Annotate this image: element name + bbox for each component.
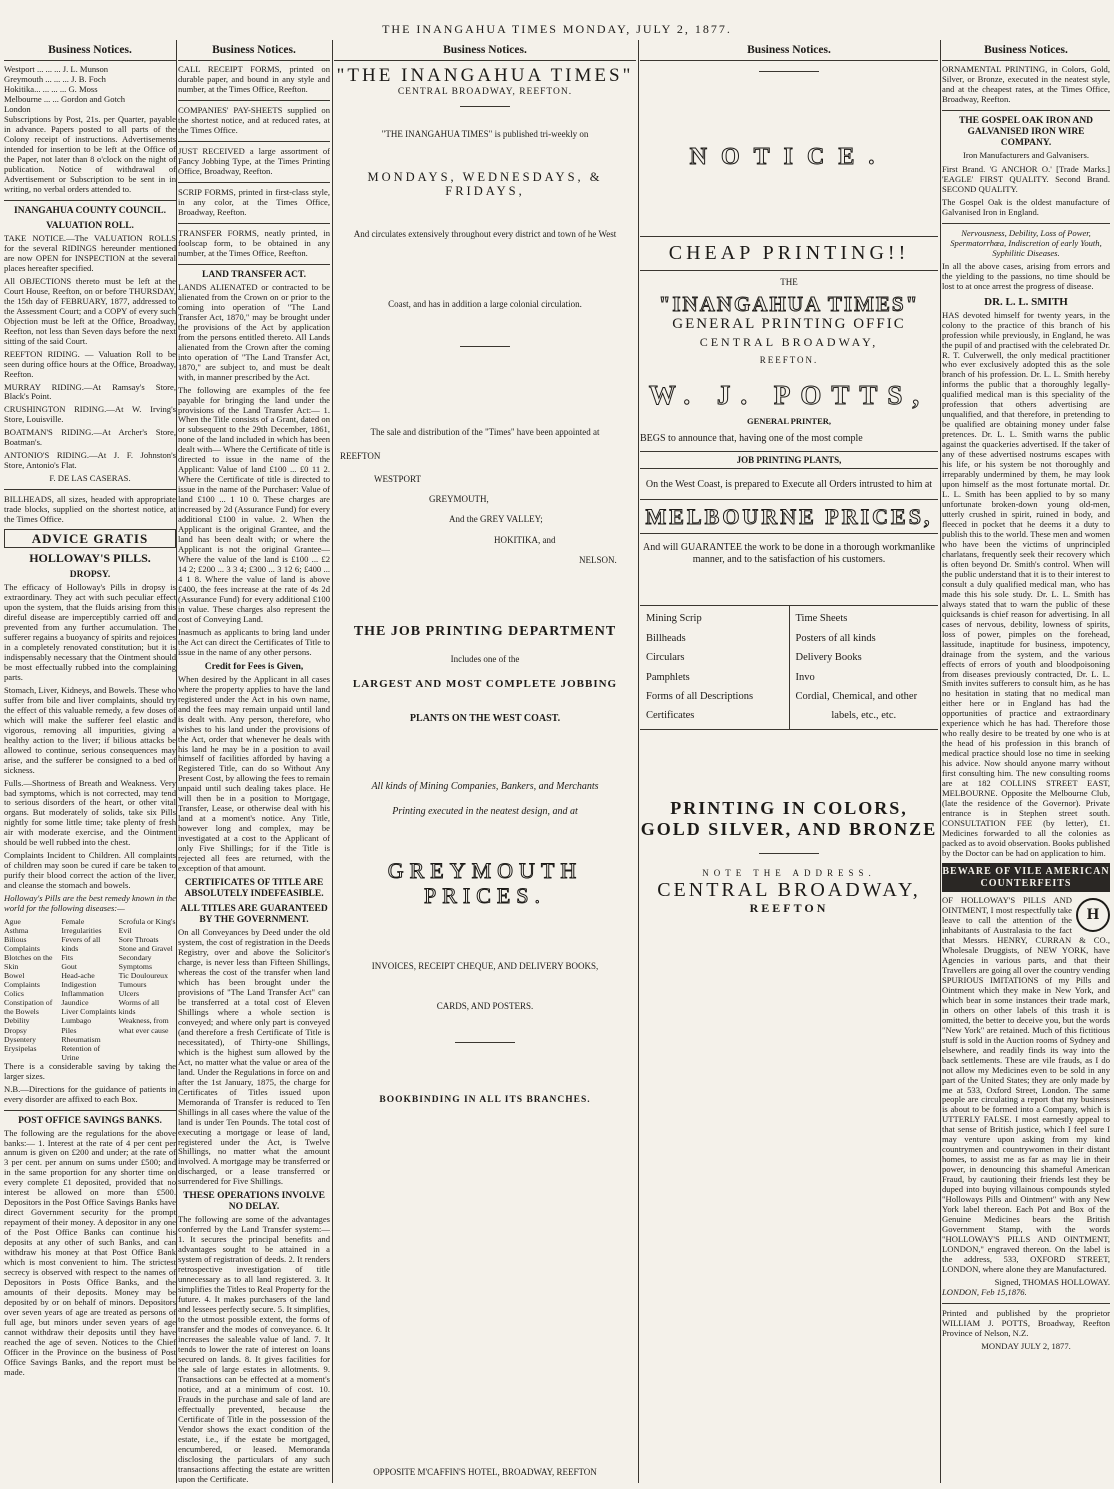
disease-item: Piles (61, 1025, 77, 1035)
doctor-heading: DR. L. L. SMITH (984, 295, 1068, 308)
job-type: Mining Scrip (646, 613, 702, 625)
gospel-heading: THE GOSPEL OAK IRON AND GALVANISED IRON WIRE COMPANY. (958, 116, 1094, 149)
column-2 (178, 40, 330, 1483)
agents-line: The sale and distribution of the "Times" have been appointed at (370, 426, 600, 437)
bookbinding-line: BOOKBINDING IN ALL ITS BRANCHES. (379, 1094, 591, 1105)
job-printing-plants: JOB PRINTING PLANTS, (640, 451, 938, 469)
disease-item: Tumours (118, 980, 147, 990)
operations-text: The following are some of the advantages conferred by the Land Transfer system:— 1. It secures the principal benefits and advantages sought to be attained in a system of registration of deeds. 2. It renders retrospective investigation of title unnecessary as to all land registered. 3. It simplifies the Titles to Real Property for the future. 4. It makes purchasers of the land and lessees perfectly secure. 5. It simplifies, to the utmost possible extent, the forms of transfer and the modes of conveyance. 6. It increases the saleable value of land. 7. It tends to lower the rate of interest on loans secured on lands. 8. It gives facilities for the sale of large estates in allotments. 9. Transactions can be effected at a moment's notice, and at a minimum of cost. 10. Frauds in the purchase and sale of land are effectually prevented, because the Certificate of Title in the possession of the Vendor shows the exact condition of the estate, i.e., if the estate be mortgaged, encumbered, or leased. Memoranda disclosing the particulars of any such transactions affecting the estate are written upon the Certificate. (178, 1214, 330, 1483)
diseases-column (119, 917, 176, 1062)
disease-item: Female Irregularities (61, 917, 102, 936)
riding: REEFTON RIDING. — Valuation Roll to be seen during office hours at the Office, Broadway, Reefton. (4, 348, 176, 379)
type-ad: JUST RECEIVED a large assortment of Fancy Jobbing Type, at the Times Printing Office, Broadway, Reefton. (178, 146, 330, 177)
stomach-text: Stomach, Liver, Kidneys, and Bowels. These who suffer from bile and liver complaints, should try the effect of this valuable remedy, a few doses of which will make the sufferer feel elastic and vigorous, removing all impurities, giving a healthy action to the liver; if bilious attacks be allowed to continue, serious consequences may arise, and the sufferer be consigned to a bed of sickness. (4, 684, 176, 775)
coast-line: Coast, and has in addition a large colonial circulation. (388, 299, 582, 310)
disease-item: Sore Throats (118, 935, 159, 945)
invoices-line: INVOICES, RECEIPT CHEQUE, AND DELIVERY BOOKS, (371, 960, 599, 971)
column-rule (332, 40, 333, 1483)
disease-item: Weakness, from what ever cause (118, 1016, 169, 1035)
dropsy-heading: DROPSY. (69, 570, 111, 581)
divider (178, 182, 330, 183)
address-footer: OPPOSITE M'CAFFIN'S HOTEL, BROADWAY, REEFTON (373, 1466, 597, 1477)
holloway-text: OF HOLLOWAY'S PILLS AND OINTMENT, I most respectfully take leave to call the attention of the inhabitants of Australasia to the fact that Messrs. HENRY, CURRAN & CO., Wholesale Druggists, of NEW YORK, have Agencies in various parts, and that their Travellers are going all over the country vending SPURIOUS IMITATIONS of my Pills and Ointment which they make in New York, and which bear in some instances their trade mark, in others on other labels of this trash it is omitted, the better to deceive you, but the words "New York" are retained. Much of this fictitious stuff is sold in the Auction rooms of Sydney and elsewhere, and readily finds its way into the back settlements. These are vile frauds, as I do not allow my Medicines even to be sold in any part of the United States; they are only made by me at 533, Oxford Street, London. The same people are circulating a report that my business is about to be formed into a Company, which is UTTERLY FALSE. I most earnestly appeal to that sense of British justice, which I feel sure I may venture upon asking from my kind countrymen and countrywomen in their distant homes, to assist me as far as may lie in their power, in denouncing this shameful American Fraud, by cautioning their friends lest they be duped into buying villainous compounds styled "Holloways Pills and Ointment" with any New York label thereon. Each Pot and Box of the Genuine Medicines bears the British Government Stamp, with the words "HOLLOWAY'S PILLS AND OINTMENT, LONDON," engraved thereon. On the label is the address, 533, OXFORD STREET, LONDON, where alone they are Manufactured. (942, 895, 1110, 1274)
take-notice: TAKE NOTICE.—The VALUATION ROLLS for the several RIDINGS hereunder mentioned are now OPEN for INSPECTION at the several places hereafter specified. (4, 232, 176, 273)
divider (4, 489, 176, 490)
published-line: "THE INANGAHUA TIMES" is published tri-weekly on (381, 129, 589, 140)
greymouth-prices: GREYMOUTH PRICES. (387, 857, 583, 909)
the-line: THE (780, 277, 798, 288)
lungs-text: Fulls.—Shortness of Breath and Weakness. Very bad symptoms, which is not corrected, may tend to serious disorders of the heart, or other vital organs. But moderately of solids, take six Pills nightly for some little time; take plenty of fresh air with moderate exercise, and the Ointment should be well rubbed into the chest. (4, 777, 176, 848)
cheap-printing: CHEAP PRINTING!! (640, 236, 938, 271)
disease-item: Dysentery (4, 1034, 37, 1044)
diseases-column (4, 917, 61, 1062)
land-transfer-text: LANDS ALIENATED or contracted to be alienated from the Crown on or prior to the coming into operation of "The Land Transfer Act, 1870," may be brought under the provisions of the Act by application from the persons entitled thereto. All Lands alienated from the Crown after the coming into operation of "The Land Transfer Act, 1870," are subject to, and must be dealt with, in manner prescribed by the Act. (178, 281, 330, 382)
paper-address: CENTRAL BROADWAY, REEFTON. (397, 87, 573, 98)
children-text: Complaints Incident to Children. All complaints of children may soon be cured if care be taken to purify their blood correct the action of the liver, and cleanse the stomach and bowels. (4, 850, 176, 891)
disease-item: Bilious Complaints (4, 935, 40, 954)
job-types-grid (640, 605, 938, 730)
riding: MURRAY RIDING.—At Ramsay's Store, Black's Point. (4, 381, 176, 402)
prepared-line: On the West Coast, is prepared to Execute all Orders intrusted to him at (645, 479, 933, 491)
column-5 (942, 40, 1110, 1483)
column-rule (638, 40, 639, 1483)
town-list (334, 451, 636, 566)
disease-item: Liver Complaints (61, 1007, 117, 1017)
guarantee-heading: ALL TITLES ARE GUARANTEED BY THE GOVERNMENT. (180, 904, 328, 926)
disease-item: Indigestion (61, 980, 97, 990)
riding: BOATMAN'S RIDING.—At Archer's Store, Boatman's. (4, 427, 176, 448)
job-type: Billheads (646, 632, 686, 644)
address-reefton: REEFTON (749, 900, 829, 915)
holloway-seal-icon: H (1076, 898, 1110, 932)
inasmuch-text: Inasmuch as applicants to bring land under the Act can direct the Certificates of Title to issue in the name of any other persons. (178, 626, 330, 657)
disease-item: Dropsy (4, 1025, 27, 1035)
times-title: "INANGAHUA TIMES" (658, 291, 920, 316)
disease-item: Fits (61, 953, 74, 963)
reefton-line: REEFTON. (759, 355, 819, 366)
disease-item: Stone and Gravel (118, 944, 173, 954)
job-type: Delivery Books (795, 652, 862, 664)
subscription-terms: Subscriptions by Post, 21s. per Quarter, payable in advance. Papers posted to all parts of the Colony receipt of instructions. Advertisements intended for insertion to be left at the Office of the Paper, not later than 8 o'clock on the night of publication. Notice of withdrawal of Advertisement or Subscription to be sent in in writing, no verbal orders attended to. (4, 114, 176, 194)
doctor-text: HAS devoted himself for twenty years, in the colony to the practice of this branch of his profession while previously, in England, he was the pupil of and practised with the celebrated Dr. R. T. Culverwell, the only medical practitioner who ever exclusively adopted this as the sole branch of his profession. Dr. L. L. Smith hereby informs the public that a thoroughly legally-qualified medical man is this speciality of the profession that others advertising are unqualified, and that therefore, in pretending to be qualified are obtaining money under false pretences. Dr. L. L. Smith warns the public against the quackeries advertised. If the taker of any of these advertised nostrums escapes with his life, or his system be not thoroughly and irreparably undermined by them, he may look upon himself as the most fortunate mortal. Dr. L. L. Smith has been applied to by so many unfortunate broken-down young old-men, utterly crushed in spirit, ruined in body, and fleeced in pocket that he deems it a duty to publish this to the world. These men and women who have been the victims of unprincipled charlatans, frequently seek their recovery which is often beyond Dr. Smith's control. When will the public understand that it is to their interest to consult a duly qualified medical man, who has made this his sole study. Dr. L. L. Smith has always stated that to warn the public of these quicksands is chief reason for advertising. In all cases of nervous, debility, lowness of spirits, loss of power, pimples on the forehead, lassitude, inaptitude for business, impotency, drainage from the system, and the various effects of errors of youth and bloodpoisoning from diseases previously contracted, Dr. L. L. Smith invites sufferers to consult him, as he has no hesitation in stating that no medical man either here or in England has had the opportunities of practice and extraordinary experience which he has had. Therefore those who really desire to be treated by one who is at the head of his profession in this branch of medical practice should lose no time in seeking his advice. Now should anyone marry without first consulting him. The new consulting rooms are at 182 COLLINS STREET EAST, MELBOURNE. Opposite the Melbourne Club, (late the residence of the Governor). Private entrance is in Stephen street south. CONSULTATION FEE (by letter), £1. Medicines forwarded to all the colonies as packed as to avoid observation. Books published by the Doctor can be had on application to him. (942, 309, 1110, 858)
ornamental-ad: ORNAMENTAL PRINTING, in Colors, Gold, Silver, or Bronze, executed in the neatest style, and at the cheapest rates, at the Times Office, Broadway, Reefton. (942, 64, 1110, 105)
circulation-line: And circulates extensively throughout every district and town of he West (353, 228, 617, 239)
diseases-list (4, 917, 176, 1062)
divider (178, 264, 330, 265)
plants-line: PLANTS ON THE WEST COAST. (409, 713, 561, 725)
divider (942, 1303, 1110, 1304)
disease-item: Constipation of the Bowels (4, 998, 53, 1017)
divider (460, 106, 510, 107)
paper-title: "THE INANGAHUA TIMES" (336, 65, 634, 87)
beware-banner: BEWARE OF VILE AMERICAN COUNTERFEITS (942, 863, 1110, 892)
column-rule (940, 40, 941, 1483)
holloway-date: LONDON, Feb 15,1876. (942, 1286, 1027, 1297)
brand-line: First Brand. 'G ANCHOR O.' [Trade Marks.] 'EAGLE' FIRST QUALITY. Second Brand. SECOND QUALITY. (942, 164, 1110, 195)
disease-item: Secondary Symptoms (118, 953, 153, 972)
town: GREYMOUTH, (429, 494, 489, 504)
colors-heading: PRINTING IN COLORS, GOLD SILVER, AND BRONZE (640, 797, 938, 839)
agent-line: Melbourne ... ... Gordon and Gotch (4, 94, 126, 105)
disease-item: Jaundice (61, 998, 89, 1008)
address-broadway: CENTRAL BROADWAY, (657, 878, 921, 901)
imprint-date: MONDAY JULY 2, 1877. (981, 1340, 1071, 1351)
job-type: Invo (795, 671, 815, 683)
guarantee-line: And will GUARANTEE the work to be done in a thorough workmanlike manner, and to the satisfaction of his customers. (643, 542, 935, 565)
general-printer: GENERAL PRINTER, (746, 416, 832, 427)
town: And the GREY VALLEY; (449, 514, 543, 525)
column-3 (334, 40, 636, 1483)
disease-item: Scrofula or King's Evil (118, 917, 176, 936)
publication-days: MONDAYS, WEDNESDAYS, & FRIDAYS, (367, 169, 603, 199)
job-types-right (789, 606, 939, 729)
disease-item: Ulcers (118, 989, 140, 999)
job-type: Posters of all kinds (795, 632, 876, 644)
certificates-heading: CERTIFICATES OF TITLE ARE ABSOLUTELY INDEFEASIBLE. (184, 878, 324, 900)
agent-line: London (4, 104, 31, 115)
land-transfer-heading: LAND TRANSFER ACT. (202, 269, 306, 280)
divider (4, 1110, 176, 1111)
remedy-intro: Holloway's Pills are the best remedy known in the world for the following diseases:— (4, 893, 176, 914)
disease-item: Fevers of all kinds (61, 935, 101, 954)
disease-item: Rheumatism (61, 1034, 101, 1044)
divider (178, 100, 330, 101)
credit-heading: Credit for Fees is Given, (204, 661, 304, 672)
divider (942, 223, 1110, 224)
column-heading: Business Notices. (334, 40, 636, 61)
divider (455, 1042, 515, 1043)
savings-heading: POST OFFICE SAVINGS BANKS. (18, 1115, 162, 1126)
riding: CRUSHINGTON RIDING.—At W. Irving's Store, Louisville. (4, 404, 176, 425)
column-heading: Business Notices. (640, 40, 938, 61)
disease-item: Erysipelas (4, 1043, 37, 1053)
call-receipt-ad: CALL RECEIPT FORMS, printed on durable paper, and bound in any style and number, at the Times Office, Reefton. (178, 64, 330, 95)
column-4 (640, 40, 938, 1483)
objections: All OBJECTIONS thereto must be left at the Court House, Reefton, on or before THURSDAY, the 15th day of FEBRUARY, 1877, addressed to the Assessment Court; and a COPY of every such Objection must be left at the Office, Broadway, Reefton, not less than Seven days before the next sitting of the said Court. (4, 275, 176, 346)
credit-text: When desired by the Applicant in all cases where the property applies to have the land registered under the Act in his own name, and the fees may remain unpaid until land is dealt with. Any person, therefore, who wishes to his land under the provisions of the Act, order that whenever he deals with his land he may be in a position to avail himself of facilities afforded by having a Registered Title, can do so Without Any Present Cost, by allowing the fees to remain unpaid until such dealing takes place. He will then be in a position to Mortgage, Transfer, Lease, or otherwise deal with his land at a moment's notice. Any Title, however long and complex, may be investigated at a cost to the Applicant of only Five Shillings; for if the Title is rejected all fees are returned, with the exception of that amount. (178, 673, 330, 874)
valuation-heading: VALUATION ROLL. (46, 220, 134, 231)
riding: ANTONIO'S RIDING.—At J. F. Johnston's Store, Antonio's Flat. (4, 450, 176, 471)
largest-line: LARGEST AND MOST COMPLETE JOBBING (352, 678, 618, 691)
cards-line: CARDS, AND POSTERS. (436, 1001, 534, 1012)
town: WESTPORT (374, 473, 421, 484)
disease-item: Debility (4, 1016, 30, 1026)
column-heading: Business Notices. (178, 40, 330, 61)
job-type: Circulars (646, 652, 685, 664)
billheads-ad: BILLHEADS, all sizes, headed with appropriate trade blocks, supplied on the shortest notice, at the Times Office. (4, 494, 176, 525)
masthead-line: THE INANGAHUA TIMES MONDAY, JULY 2, 1877. (382, 22, 732, 36)
job-type: Certificates (646, 710, 695, 722)
divider (460, 346, 510, 347)
diseases-column (61, 917, 118, 1062)
savings-text: The following are the regulations for the above banks:— 1. Interest at the rate of 4 per cent per annum is given on £200 and under; at the rate of 3 per cent. per annum on sums under £500; and in the same proportion for any shorter time on every complete £1 deposited, provided that no interest be allowed on more than £500. Depositors in the Post Office Savings Banks have direct Government security for the prompt repayment of their money. A depositor in any one of the Post Office Banks can continue his deposits at any other of such Banks, and can withdraw his money at that Post Office Bank which is most convenient to him. The strictest secrecy is observed with respect to the names of Depositors in Posts Office Banks, and the amounts of their deposits. Money may be deposited by or on behalf of minors. Depositors over seven years of age are treated as persons of full age, but minors under seven years of age cannot withdraw their deposits until they have reached the age of seven. Notices to the Chief Officer in the Province on the business of Post Office Savings Banks, and the report must be made. (4, 1127, 176, 1377)
job-dept-heading: THE JOB PRINTING DEPARTMENT (353, 623, 617, 639)
divider (759, 71, 819, 72)
transfer-ad: TRANSFER FORMS, neatly printed, in foolscap form, to be obtained in any number, at the Times Office, Reefton. (178, 227, 330, 258)
note-address: NOTE THE ADDRESS. (702, 868, 876, 879)
job-types-left (640, 606, 789, 729)
divider (178, 141, 330, 142)
agent-line: Westport ... ... ... J. L. Munson (4, 64, 109, 75)
paysheets-ad: COMPANIES' PAY-SHEETS supplied on the shortest notice, and at reduced rates, at the Times Office. (178, 105, 330, 136)
job-type: Cordial, Chemical, and other (795, 691, 918, 703)
disease-item: Tic Douloureux (118, 971, 168, 981)
column-1 (4, 40, 176, 1483)
disease-item: Colics (4, 989, 24, 999)
iron-line: Iron Manufacturers and Galvanisers. (963, 150, 1089, 161)
general-printing: GENERAL PRINTING OFFIC (672, 316, 906, 333)
advice-heading: ADVICE GRATIS (4, 529, 176, 548)
holloway-signature: Signed, THOMAS HOLLOWAY. (994, 1276, 1110, 1287)
disease-item: Bowel Complaints (4, 971, 40, 990)
divider (178, 223, 330, 224)
gospel-note: The Gospel Oak is the oldest manufacture of Galvanised Iron in England. (942, 197, 1110, 218)
mining-companies-line: All kinds of Mining Companies, Bankers, and Merchants (371, 780, 599, 792)
town: REEFTON (340, 451, 381, 462)
potts-name: W. J. POTTS, (648, 379, 930, 410)
disease-item: Worms of all kinds (118, 998, 160, 1017)
saving-note: There is a considerable saving by taking the larger sizes. (4, 1060, 176, 1081)
disease-item: Inflammation (61, 989, 104, 999)
disease-item: Gout (61, 962, 77, 972)
holloway-heading: HOLLOWAY'S PILLS. (29, 551, 151, 566)
guarantee-text: On all Conveyances by Deed under the old system, the cost of registration in the Deeds Registry, over and above the Solicitor's charge, is never less than Fifteen Shillings, whereas the cost of the transfer when land which has been brought under the provisions of "The Land Transfer Act" can be transferred at a total cost of Eleven Shillings where a whole section is conveyed; and where only part is conveyed (and therefore a fresh Certificate of Title is necessitated), of Thirty-one Shillings, which is the highest sum allowed by the Act, no matter what the value or area of the land. Under the Regulations in force on and after the 1st January, 1875, the charge for Certificates of Titles issued upon Memoranda of Transfer is reduced to Ten Shillings in all cases where the value of the land is under Ten Pounds. The total cost of executing a mortgage or lease of land, registered under the Act, is Twelve Shillings, no matter what the amount involved. A mortgage may be transferred or discharged, or a lease transferred or surrendered for Five Shillings. (178, 927, 330, 1187)
fees-text: The following are examples of the fee payable for bringing the land under the provisions of the Land Transfer Act:— 1. When the Title consists of a Grant, dated on or subsequent to the 29th December, 1861, none of the land included in which has been dealt with— Where the Certificate of title is directed to issue in the name of the Applicant: Value of land £100 ... £0 11 2. Where the Certificate of title is directed to issue in the name of the Purchaser: Value of land £100 ... 1 10 0. These charges are increased by 2d (Assurance Fund) for every additional £100 in value. 2. When the Applicant is the original Grantee, and the land has been dealt with; or where the Applicant is not the original Grantee— Where the value of the land is £100 ... £2 14 2; £200 ... 3 3 4; £300 ... 3 12 6; £400 ... 4 1 8. Where the value of land is above £400, the fees increase at the rate of 4s 2d (Assurance Fund) for every additional £100 in value. These charges also represent the cost of Conveying Land. (178, 384, 330, 624)
agents-list (4, 65, 176, 115)
imprint: Printed and published by the proprietor WILLIAM J. POTTS, Broadway, Reefton Province of Nelson, N.Z. (942, 1307, 1110, 1338)
neatest-line: Printing executed in the neatest design, and at (392, 806, 578, 818)
central-broadway: CENTRAL BROADWAY, (699, 334, 879, 349)
disease-item: Blotches on the Skin (4, 953, 53, 972)
directions-note: N.B.—Directions for the guidance of patients in every disorder are affixed to each Box. (4, 1083, 176, 1104)
agent-line: Greymouth ... ... ... J. B. Foch (4, 74, 106, 85)
disease-item: Ague (4, 917, 21, 927)
town: NELSON. (579, 555, 617, 566)
scrip-ad: SCRIP FORMS, printed in first-class style, in any color, at the Times Office, Broadway, Reefton. (178, 187, 330, 217)
nervous-text: In all the above cases, arising from errors and the yielding to the passions, no time should be lost to at once arrest the progress of disease. (942, 260, 1110, 291)
column-rule (176, 40, 177, 1483)
melbourne-prices: MELBOURNE PRICES, (640, 499, 938, 535)
column-heading: Business Notices. (942, 40, 1110, 61)
signature: F. DE LAS CASERAS. (49, 473, 131, 484)
begs-line: BEGS to announce that, having one of the most comple (640, 433, 863, 445)
disease-item: Asthma (4, 926, 29, 936)
job-type: Forms of all Descriptions (646, 691, 754, 703)
job-type: labels, etc., etc. (831, 710, 897, 722)
nervous-heading: Nervousness, Debility, Loss of Power, Spermatorrhœa, Indiscretion of early Youth, Syphilitic Diseases. (950, 228, 1102, 258)
council-heading: INANGAHUA COUNTY COUNCIL. (14, 205, 166, 216)
town: HOKITIKA, and (494, 534, 556, 545)
column-heading: Business Notices. (4, 40, 176, 61)
disease-item: Retention of Urine (61, 1043, 101, 1062)
operations-heading: THESE OPERATIONS INVOLVE NO DELAY. (183, 1191, 325, 1213)
notice-heading: NOTICE. (689, 144, 889, 171)
dropsy-text: The efficacy of Holloway's Pills in dropsy is extraordinary. They act with such peculiar effect upon the system, that the fluids arising from this direful disease are imperceptibly carried off and prevented from any further accumulation. The sufferer regains a buoyancy of spirits and rejoices in a completely renovated constitution; but it is indispensably necessary that the Ointment should be most effectually rubbed into the complaining parts. (4, 582, 176, 682)
divider (942, 110, 1110, 111)
includes-line: Includes one of the (450, 653, 520, 664)
disease-item: Head-ache (61, 971, 95, 981)
divider (4, 200, 176, 201)
job-type: Pamphlets (646, 671, 690, 683)
disease-item: Lumbago (61, 1016, 92, 1026)
agent-line: Hokitika... ... ... ... G. Moss (4, 84, 98, 95)
job-type: Time Sheets (795, 613, 848, 625)
masthead (0, 0, 1114, 36)
divider (759, 853, 819, 854)
